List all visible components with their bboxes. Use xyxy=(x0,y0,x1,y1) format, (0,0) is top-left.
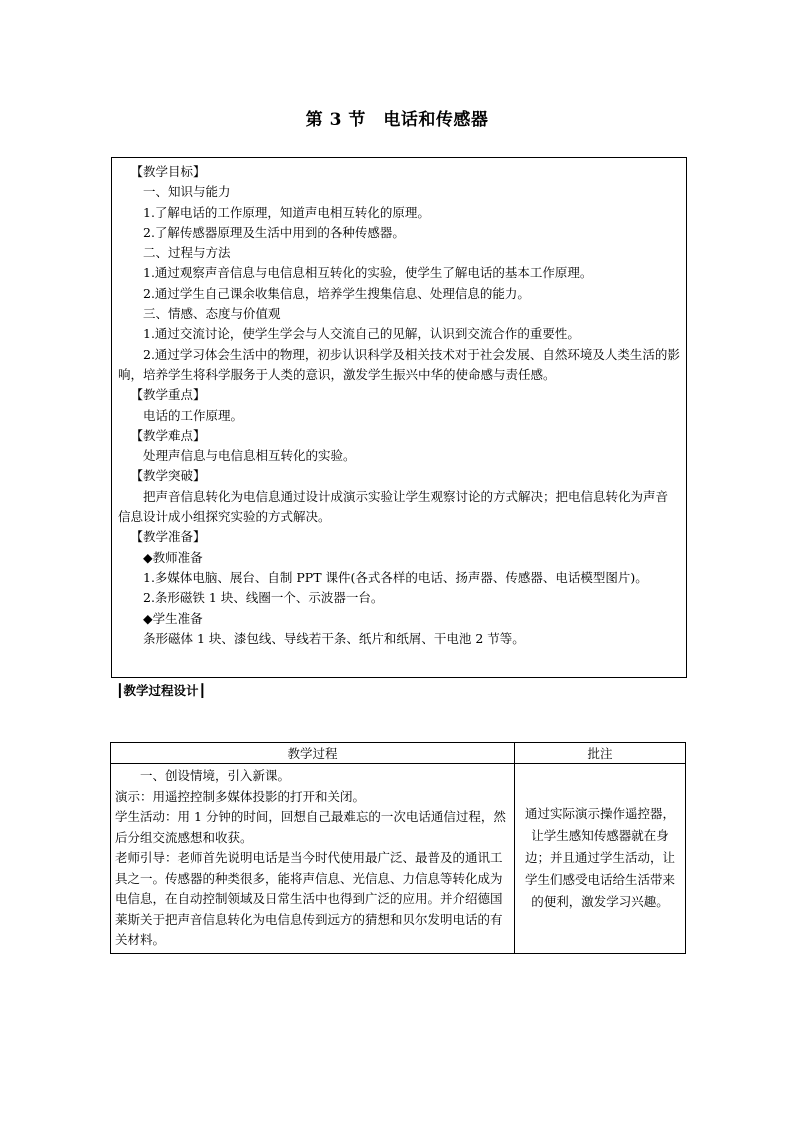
attitude-item: 1.通过交流讨论，使学生学会与人交流自己的见解，认识到交流合作的重要性。 xyxy=(143,326,580,342)
table-row xyxy=(111,764,686,954)
knowledge-item: 2.了解传感器原理及生活中用到的各种传感器。 xyxy=(143,224,405,240)
page-title: 第 3 节 电话和传感器 xyxy=(305,110,489,130)
section-knowledge-title: 一、知识与能力 xyxy=(143,184,231,200)
process-line: 一、创设情境，引入新课。 xyxy=(140,768,291,783)
note-cell: 通过实际演示操作遥控器，让学生感知传感器就在身边；并且通过学生活动，让学生们感受电话给生活带来的便利，激发学习兴趣。 xyxy=(515,764,686,954)
difficulty-heading: 【教学难点】 xyxy=(130,427,206,443)
teacher-prep-item: 1.多媒体电脑、展台、自制 PPT 课件(各式各样的电话、扬声器、传感器、电话模型图片)。 xyxy=(143,569,648,585)
knowledge-item: 1.了解电话的工作原理，知道声电相互转化的原理。 xyxy=(143,204,430,220)
teaching-process-table xyxy=(110,742,686,954)
table-header-row xyxy=(111,743,686,764)
process-design-label: ┃教学过程设计┃ xyxy=(116,683,207,698)
process-line: 演示：用遥控控制多媒体投影的打开和关闭。 xyxy=(115,788,366,804)
teaching-goals-box xyxy=(111,157,687,678)
section-attitude-title: 三、情感、态度与价值观 xyxy=(143,306,281,322)
process-line: 学生活动：用 1 分钟的时间，回想自己最难忘的一次电话通信过程，然后分组交流感想和收获。 xyxy=(115,809,506,845)
student-prep-title: ◆学生准备 xyxy=(143,610,203,626)
teacher-prep-title: ◆教师准备 xyxy=(143,549,203,565)
student-prep-text: 条形磁体 1 块、漆包线、导线若干条、纸片和纸屑、干电池 2 节等。 xyxy=(143,630,525,646)
key-heading: 【教学重点】 xyxy=(130,387,206,403)
header-note: 批注 xyxy=(515,743,686,764)
attitude-item: 2.通过学习体会生活中的物理，初步认识科学及相关技术对于社会发展、自然环境及人类生活的影响，培养学生将科学服务于人类的意识，激发学生振兴中华的使命感与责任感。 xyxy=(118,346,680,382)
breakthrough-heading: 【教学突破】 xyxy=(130,468,206,484)
header-process: 教学过程 xyxy=(111,743,515,764)
process-line: 老师引导：老师首先说明电话是当今时代使用最广泛、最普及的通讯工具之一。传感器的种类很多，能将声信息、光信息、力信息等转化成为电信息，在自动控制领域及日常生活中也得到广泛的应用。并介绍德国莱斯关于把声音信息转化为电信息传到远方的猜想和贝尔发明电话的有关材料。 xyxy=(115,850,503,947)
process-cell xyxy=(111,764,515,954)
goals-heading: 【教学目标】 xyxy=(130,164,206,179)
prep-heading: 【教学准备】 xyxy=(130,529,206,545)
process-item: 1.通过观察声音信息与电信息相互转化的实验，使学生了解电话的基本工作原理。 xyxy=(143,265,593,281)
section-process-title: 二、过程与方法 xyxy=(143,245,231,261)
teacher-prep-item: 2.条形磁铁 1 块、线圈一个、示波器一台。 xyxy=(143,590,384,606)
process-item: 2.通过学生自己课余收集信息，培养学生搜集信息、处理信息的能力。 xyxy=(143,285,530,301)
difficulty-text: 处理声信息与电信息相互转化的实验。 xyxy=(143,448,356,464)
breakthrough-text: 把声音信息转化为电信息通过设计成演示实验让学生观察讨论的方式解决；把电信息转化为声音信息设计成小组探究实验的方式解决。 xyxy=(118,488,669,525)
key-text: 电话的工作原理。 xyxy=(143,407,244,423)
